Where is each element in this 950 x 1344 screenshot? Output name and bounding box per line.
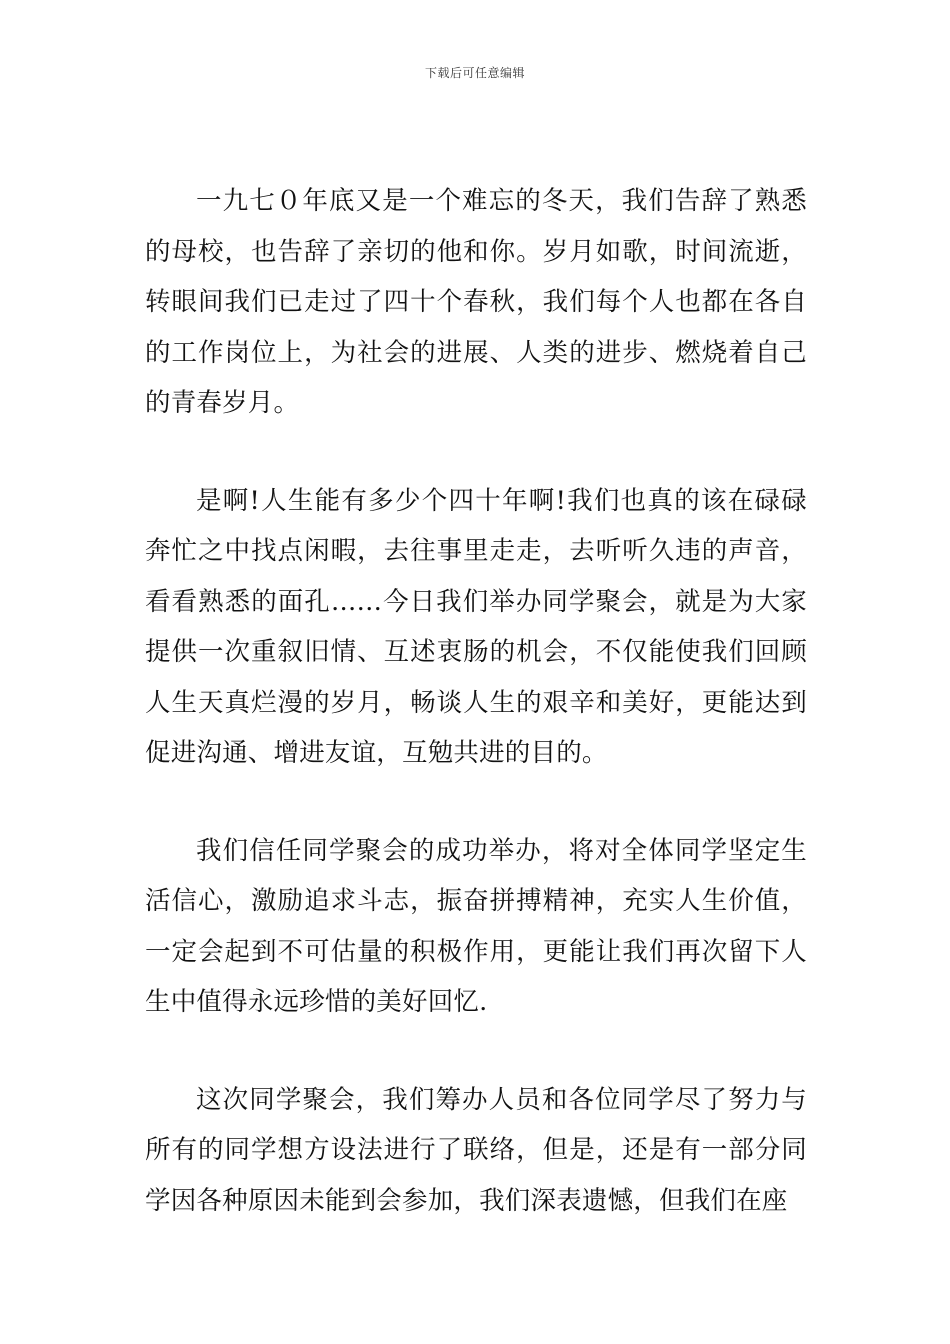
paragraph-4: 这次同学聚会，我们筹办人员和各位同学尽了努力与所有的同学想方设法进行了联络，但是，还是有一部分同学因各种原因未能到会参加，我们深表遗憾，但我们在座: [145, 1084, 807, 1216]
paragraph-3: 我们信任同学聚会的成功举办，将对全体同学坚定生活信心，激励追求斗志，振奋拼搏精神，充实人生价值，一定会起到不可估量的积极作用，更能让我们再次留下人生中值得永远珍惜的美好回忆.: [145, 835, 807, 1017]
document-body: [145, 176, 807, 1273]
paragraph-1: 一九七０年底又是一个难忘的冬天，我们告辞了熟悉的母校，也告辞了亲切的他和你。岁月如歌，时间流逝，转眼间我们已走过了四十个春秋，我们每个人也都在各自的工作岗位上，为社会的进展、人类的进步、燃烧着自己的青春岁月。: [145, 186, 807, 418]
paragraph-2: 是啊!人生能有多少个四十年啊!我们也真的该在碌碌奔忙之中找点闲暇，去往事里走走，去听听久违的声音，看看熟悉的面孔……今日我们举办同学聚会，就是为大家提供一次重叙旧情、互述衷肠的机会，不仅能使我们回顾人生天真烂漫的岁月，畅谈人生的艰辛和美好，更能达到促进沟通、增进友谊，互勉共进的目的。: [145, 485, 807, 768]
header-note: 下载后可任意编辑: [424, 66, 525, 80]
